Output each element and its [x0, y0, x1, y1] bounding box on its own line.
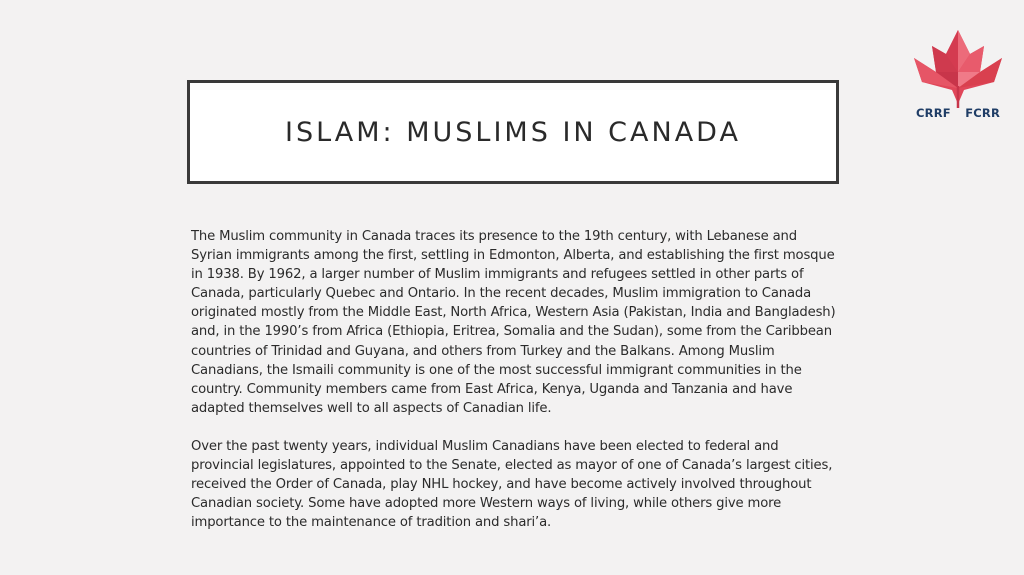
paragraph-2: Over the past twenty years, individual Muslim Canadians have been elected to federal and provincial legislatures, appointed to the Senate, elected as mayor of one of Canada’s largest cities, received the Order of Canada, play NHL hockey, and have become actively involved throughout Canadian society. Some have adopted more Western ways of living, while others give more importance to the maintenance of tradition and shari’a. [191, 438, 833, 531]
logo-label-crrf: CRRF [916, 106, 951, 120]
page-title: ISLAM: MUSLIMS IN CANADA [285, 116, 741, 148]
body-text [191, 227, 841, 532]
maple-leaf-icon [906, 28, 1010, 108]
logo-label-fcrr: FCRR [965, 106, 1000, 120]
logo-labels [906, 106, 1010, 120]
paragraph-1: The Muslim community in Canada traces its presence to the 19th century, with Lebanese and Syrian immigrants among the first, settling in Edmonton, Alberta, and establishing the first mosque in 1938. By 1962, a larger number of Muslim immigrants and refugees settled in other parts of Canada, particularly Quebec and Ontario. In the recent decades, Muslim immigration to Canada originated mostly from the Middle East, North Africa, Western Asia (Pakistan, India and Bangladesh) and, in the 1990’s from Africa (Ethiopia, Eritrea, Somalia and the Sudan), some from the Caribbean countries of Trinidad and Guyana, and others from Turkey and the Balkans. Among Muslim Canadians, the Ismaili community is one of the most successful immigrant communities in the country. Community members came from East Africa, Kenya, Uganda and Tanzania and have adapted themselves well to all aspects of Canadian life. [191, 229, 836, 416]
title-box [187, 80, 839, 184]
crrf-logo [906, 28, 1010, 124]
